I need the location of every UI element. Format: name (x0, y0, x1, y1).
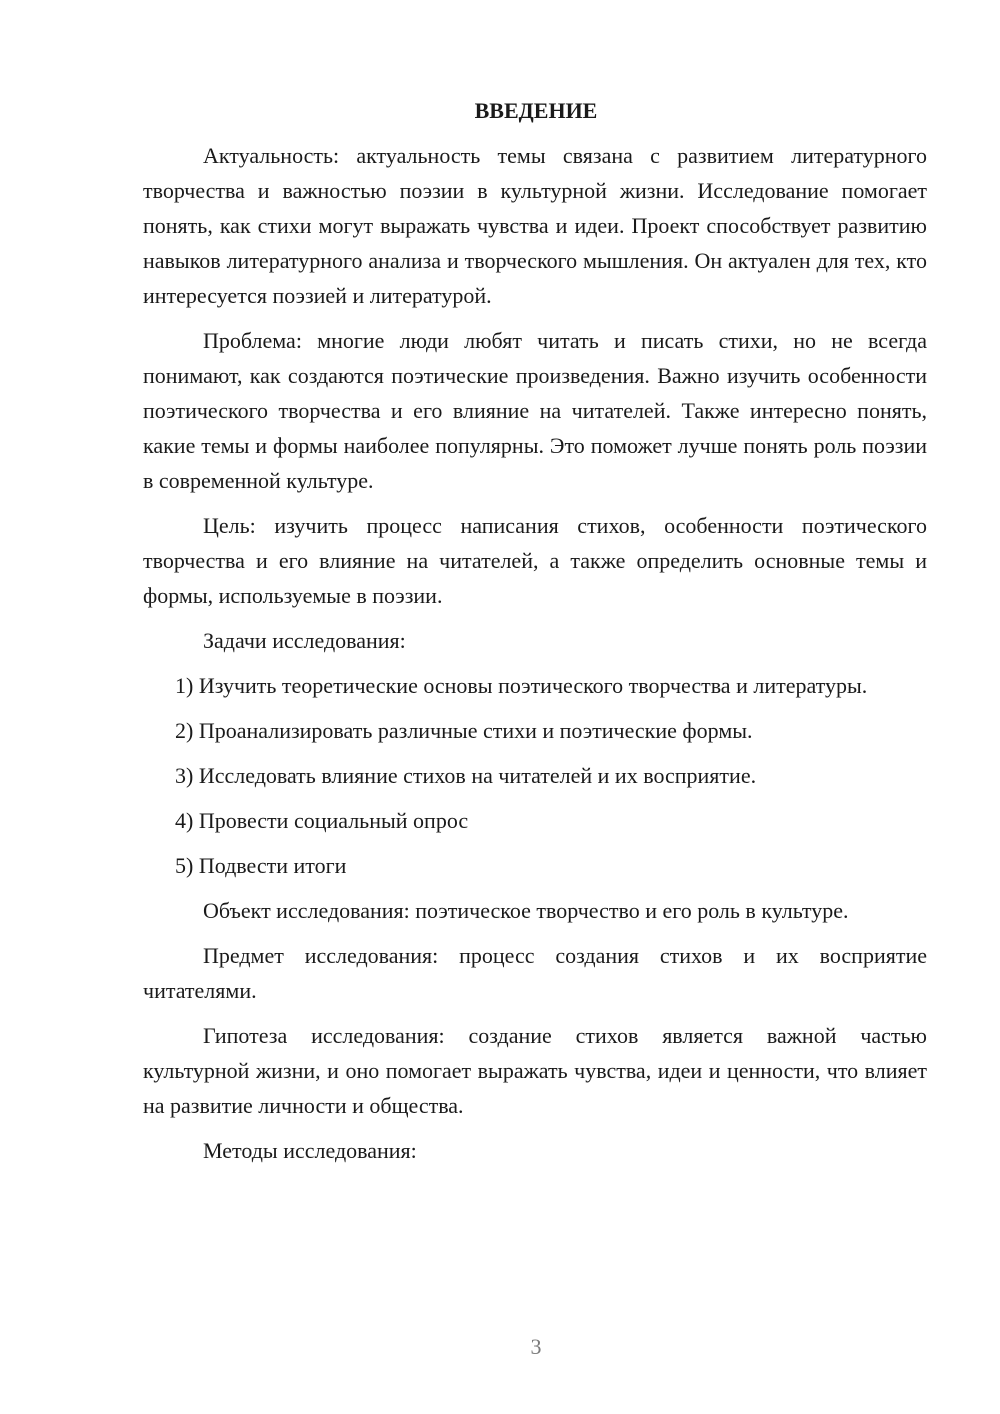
relevance-paragraph: Актуальность: актуальность темы связана с развитием литературного творчества и важностью поэзии в культурной жизни. Исследование помогает понять, как стихи могут выражать чувства и идеи. Проект способствует развитию навыков литературного анализа и творческого мышления. Он актуален для тех, кто интересуется поэзией и литературой. (143, 143, 927, 308)
methods-heading: Методы исследования: (203, 1138, 417, 1163)
problem-paragraph: Проблема: многие люди любят читать и писать стихи, но не всегда понимают, как создаются поэтические произведения. Важно изучить особенности поэтического творчества и его влияние на читателей. Также интересно понять, какие темы и формы наиболее популярны. Это поможет лучше понять роль поэзии в современной культуре. (143, 328, 927, 493)
hypothesis-paragraph: Гипотеза исследования: создание стихов является важной частью культурной жизни, и оно помогает выражать чувства, идеи и ценности, что влияет на развитие личности и общества. (143, 1023, 927, 1118)
task-item-1: 1) Изучить теоретические основы поэтического творчества и литературы. (175, 673, 868, 698)
task-item-3: 3) Исследовать влияние стихов на читателей и их восприятие. (175, 763, 757, 788)
object-paragraph: Объект исследования: поэтическое творчество и его роль в культуре. (203, 898, 849, 923)
tasks-heading: Задачи исследования: (203, 628, 406, 653)
task-item-4: 4) Провести социальный опрос (175, 808, 469, 833)
goal-paragraph: Цель: изучить процесс написания стихов, особенности поэтического творчества и его влияние на читателей, а также определить основные темы и формы, используемые в поэзии. (143, 513, 927, 608)
page-number: 3 (530, 1334, 542, 1359)
subject-paragraph: Предмет исследования: процесс создания стихов и их восприятие читателями. (143, 943, 927, 1003)
document-body (143, 96, 927, 1178)
task-item-2: 2) Проанализировать различные стихи и поэтические формы. (175, 718, 753, 743)
section-title: ВВЕДЕНИЕ (474, 98, 598, 123)
task-item-5: 5) Подвести итоги (175, 853, 347, 878)
